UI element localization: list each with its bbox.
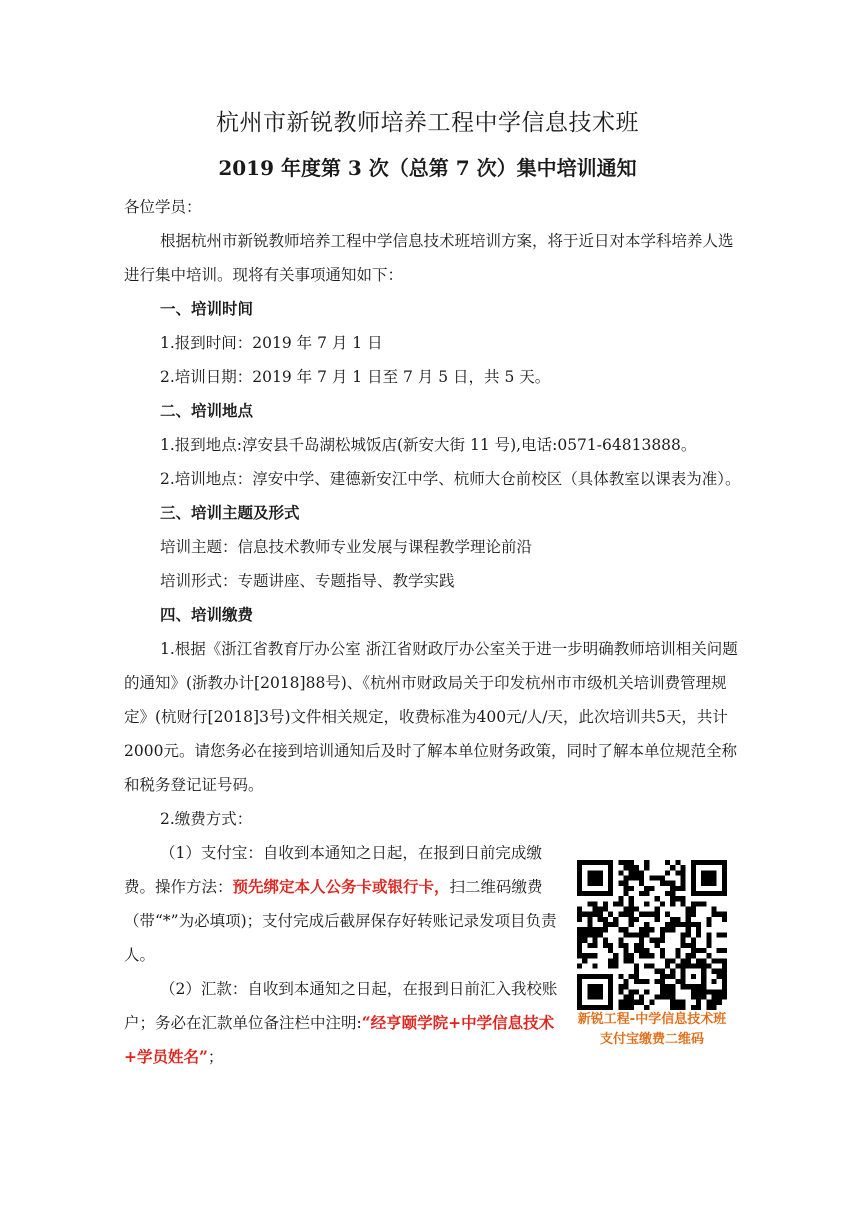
training-location: 2.培训地点：淳安中学、建德新安江中学、杭师大仓前校区（具体教室以课表为准）。 — [160, 470, 741, 488]
section-heading-topic: 三、培训主题及形式 — [160, 503, 300, 522]
report-location: 1.报到地点:淳安县千岛湖松城饭店(新安大街 11 号),电话:0571-64813888。 — [160, 436, 697, 454]
remittance-text-a: （2）汇款：自收到本通知之日起，在报到日前汇入我校账户；务必在汇款单位备注栏中注明: — [124, 980, 558, 1032]
document-subtitle: 2019 年度第 3 次（总第 7 次）集中培训通知 — [218, 156, 637, 180]
salutation: 各位学员： — [124, 198, 202, 216]
section-heading-time: 一、培训时间 — [160, 299, 254, 318]
qr-code-icon[interactable] — [577, 860, 727, 1010]
intro-paragraph: 根据杭州市新锐教师培养工程中学信息技术班培训方案，将于近日对本学科培养人选进行集中培训。现将有关事项通知如下： — [124, 232, 734, 284]
alipay-text-a: （1）支付宝：自收到本通知之日起，在报到日前完成缴费。操作方法： — [124, 844, 542, 896]
payment-remittance — [124, 972, 562, 1074]
alipay-qr-block — [572, 860, 732, 1050]
qr-caption-line2: 支付宝缴费二维码 — [599, 1032, 704, 1047]
payment-alipay — [124, 836, 562, 972]
training-dates: 2.培训日期：2019 年 7 月 1 日至 7 月 5 日，共 5 天。 — [160, 368, 551, 386]
alipay-warning: 预先绑定本人公务卡或银行卡， — [232, 877, 450, 896]
remittance-note: “经亨颐学院+中学信息技术+学员姓名” — [124, 1013, 555, 1066]
document-title: 杭州市新锐教师培养工程中学信息技术班 — [216, 110, 639, 136]
training-topic: 培训主题：信息技术教师专业发展与课程教学理论前沿 — [160, 538, 533, 556]
section-heading-fee: 四、培训缴费 — [160, 605, 254, 624]
section-heading-location: 二、培训地点 — [160, 401, 254, 420]
payment-methods-label: 2.缴费方式： — [160, 810, 253, 828]
training-form: 培训形式：专题讲座、专题指导、教学实践 — [160, 572, 455, 590]
qr-caption-line1: 新锐工程-中学信息技术班 — [577, 1012, 727, 1027]
remittance-text-b: ； — [207, 1048, 224, 1066]
fee-policy: 1.根据《浙江省教育厅办公室 浙江省财政厅办公室关于进一步明确教师培训相关问题的通知》(浙教办计[2018]88号)、《杭州市财政局关于印发杭州市市级机关培训费管理规定》(杭财行[2018]3号)文件相关规定，收费标准为400元/人/天，此次培训共5天，共计2000元。请您务必在接到培训通知后及时了解本单位财务政策，同时了解本单位规范全称和税务登记证号码。 — [124, 640, 738, 794]
report-time: 1.报到时间：2019 年 7 月 1 日 — [160, 334, 383, 352]
alipay-text-b: 扫二维码缴费（带“*”为必填项)；支付完成后截屏保存好转账记录发项目负责人。 — [124, 878, 557, 964]
